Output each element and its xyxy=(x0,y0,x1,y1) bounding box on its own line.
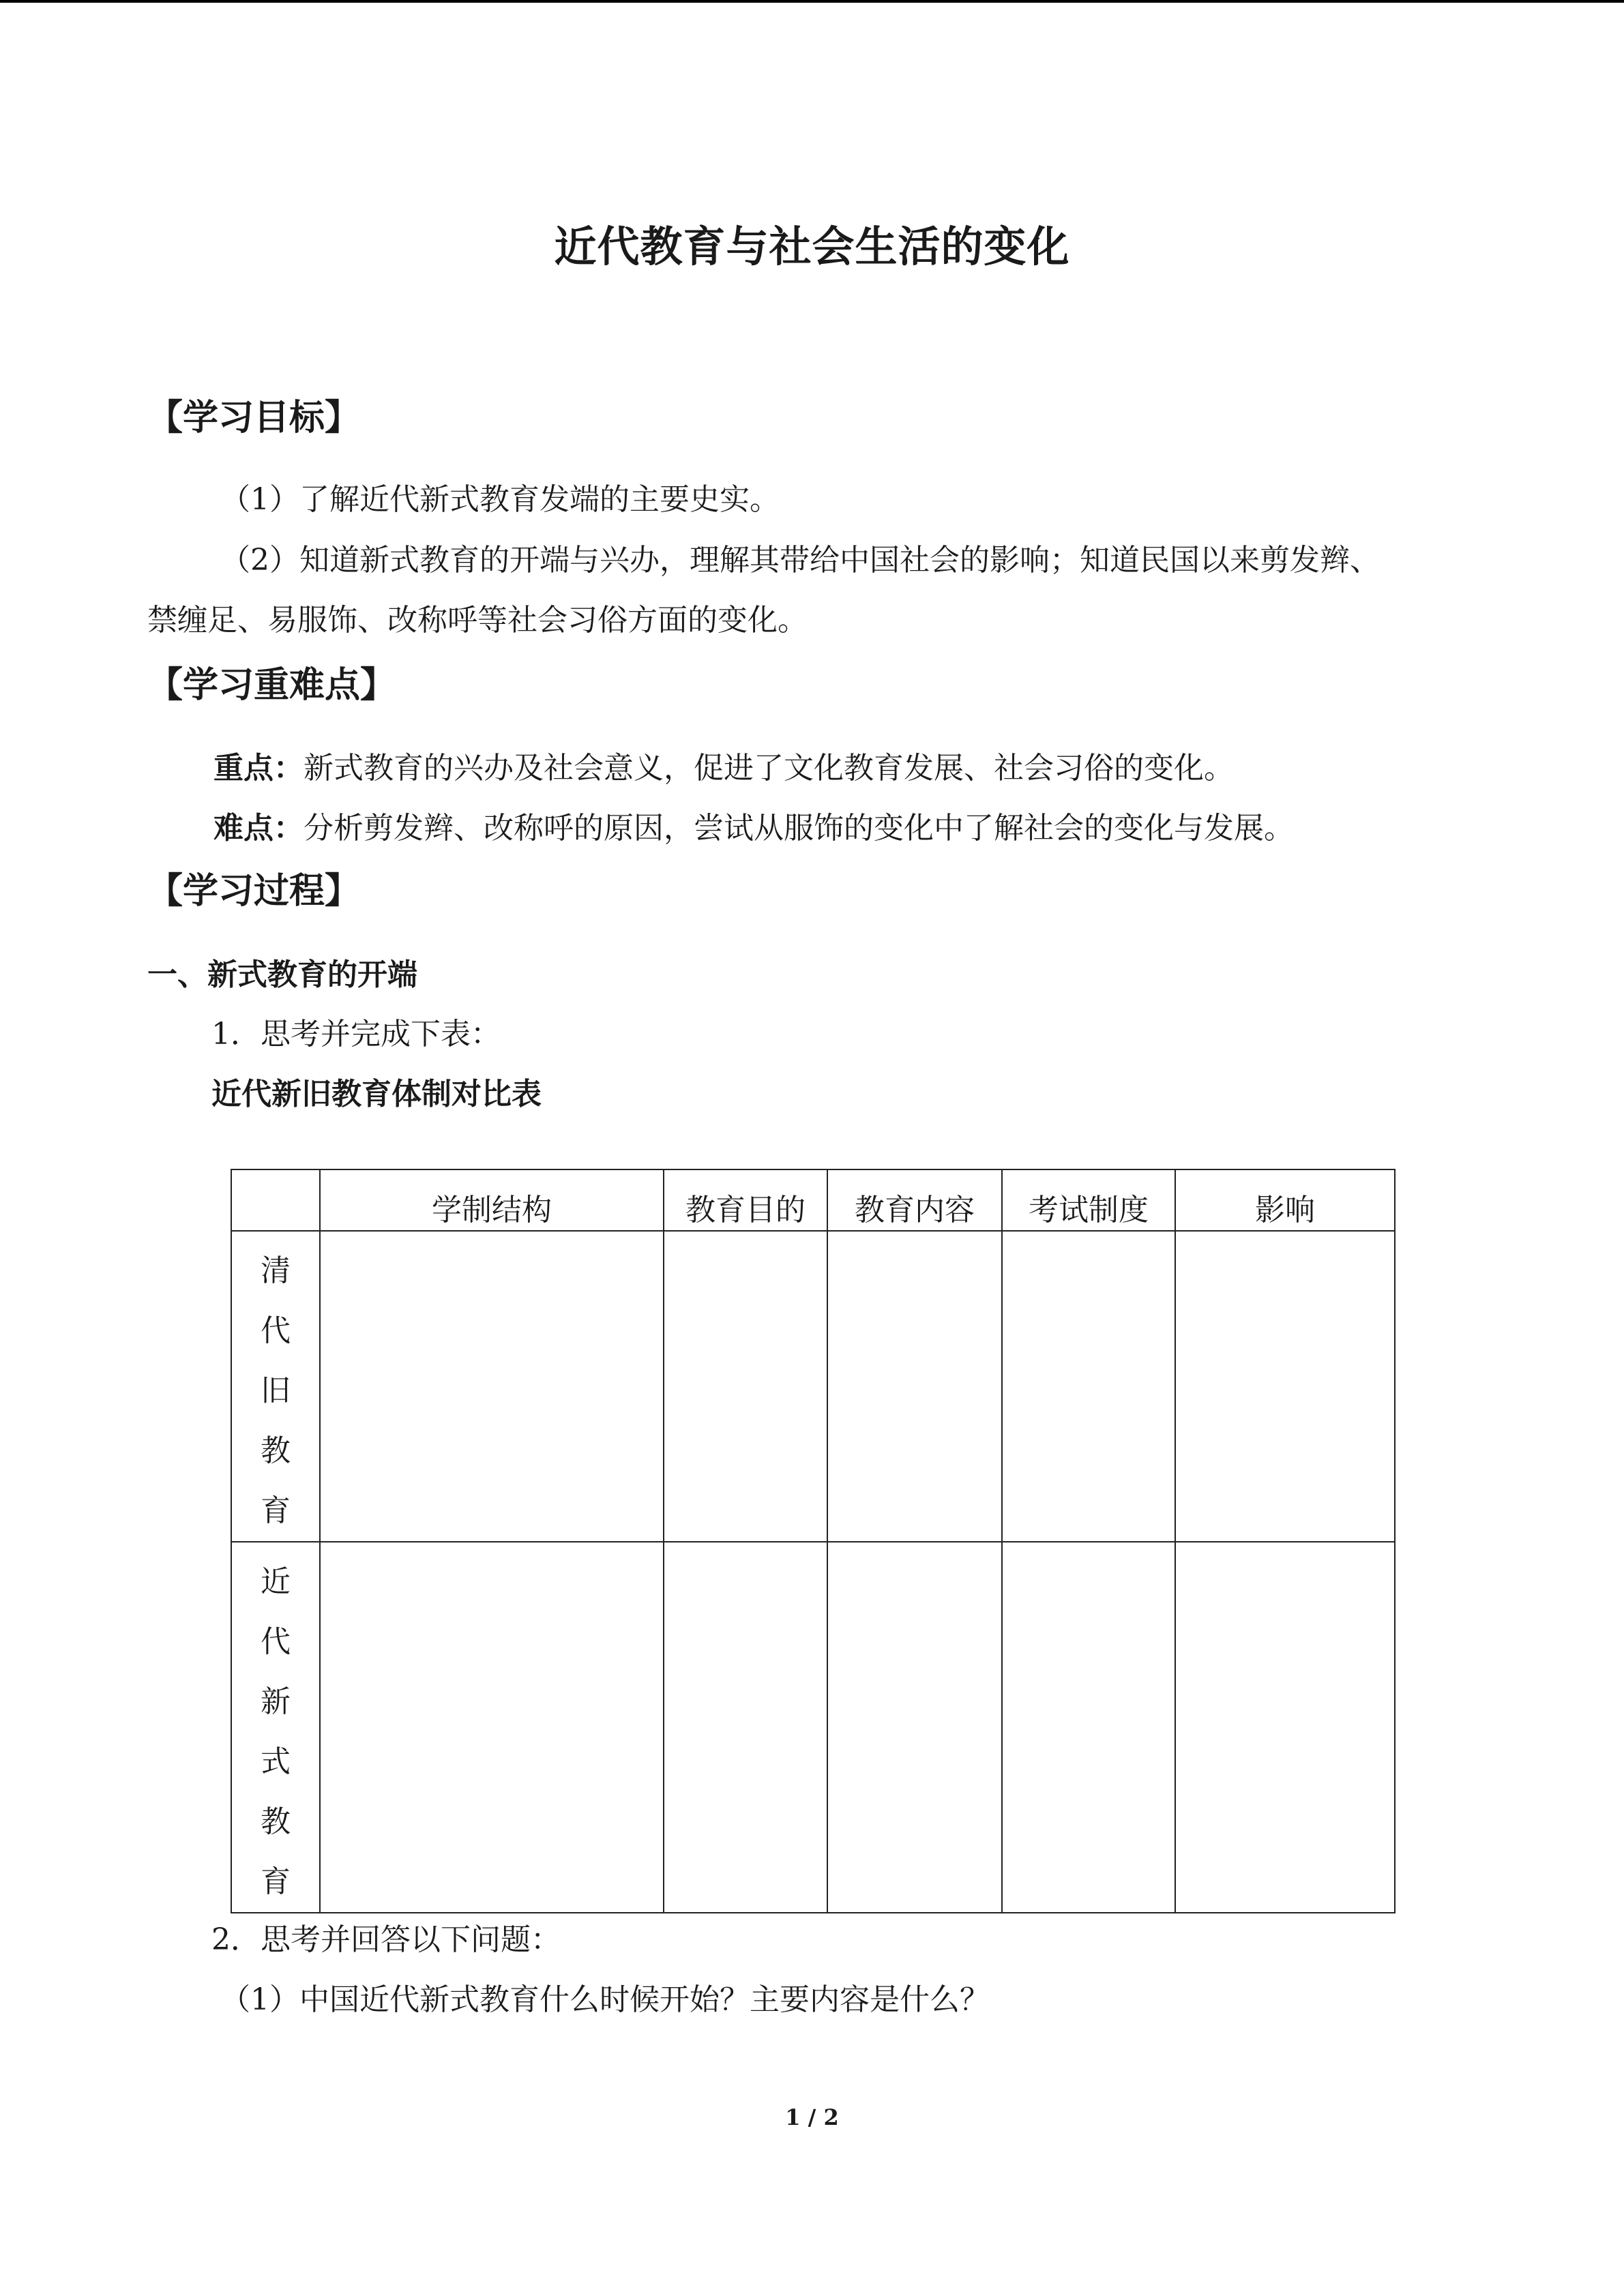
table-header-cell: 教育目的 xyxy=(664,1169,827,1231)
table-header-cell: 考试制度 xyxy=(1002,1169,1175,1231)
goal-2-line-1: （2）知道新式教育的开端与兴办，理解其带给中国社会的影响；知道民国以来剪发辫、 xyxy=(220,543,1380,578)
goal-2-line-2: 禁缠足、易服饰、改称呼等社会习俗方面的变化。 xyxy=(147,603,808,638)
page-top-border xyxy=(0,0,1624,3)
process-heading: 【学习过程】 xyxy=(147,871,361,912)
difficulty-label: 难点： xyxy=(213,811,304,846)
table-caption: 近代新旧教育体制对比表 xyxy=(211,1077,542,1112)
table-row xyxy=(231,1542,1395,1913)
task-2: 2．思考并回答以下问题： xyxy=(211,1922,561,1957)
table-cell xyxy=(1175,1231,1395,1542)
key-point-text: 新式教育的兴办及社会意义，促进了文化教育发展、社会习俗的变化。 xyxy=(304,751,1234,786)
table-cell xyxy=(1002,1231,1175,1542)
key-points-heading: 【学习重难点】 xyxy=(147,665,396,706)
goal-1: （1）了解近代新式教育发端的主要史实。 xyxy=(220,482,780,517)
difficulty-line xyxy=(213,803,1294,847)
row-label-new-education: 近 代 新 式 教 育 xyxy=(231,1542,320,1913)
table-cell xyxy=(1002,1542,1175,1913)
part-1-heading: 一、新式教育的开端 xyxy=(147,957,417,992)
page-title: 近代教育与社会生活的变化 xyxy=(554,222,1070,271)
row-label-old-education: 清 代 旧 教 育 xyxy=(231,1231,320,1542)
key-point-line xyxy=(213,743,1234,787)
comparison-table xyxy=(231,1169,1396,1913)
table-header-cell xyxy=(231,1169,320,1231)
table-header-cell: 影响 xyxy=(1175,1169,1395,1231)
table-header-cell: 教育内容 xyxy=(827,1169,1002,1231)
key-point-label: 重点： xyxy=(213,751,304,786)
table-cell xyxy=(1175,1542,1395,1913)
table-header-row xyxy=(231,1169,1395,1231)
task-1: 1．思考并完成下表： xyxy=(211,1017,501,1052)
table-header-cell: 学制结构 xyxy=(320,1169,664,1231)
table-row xyxy=(231,1231,1395,1542)
question-1: （1）中国近代新式教育什么时候开始？主要内容是什么？ xyxy=(220,1982,990,2017)
table-cell xyxy=(827,1542,1002,1913)
goals-heading: 【学习目标】 xyxy=(147,398,361,438)
table-cell xyxy=(320,1231,664,1542)
table-cell xyxy=(664,1231,827,1542)
table-cell xyxy=(664,1542,827,1913)
table-cell xyxy=(827,1231,1002,1542)
page-number: 1 / 2 xyxy=(785,2104,839,2130)
difficulty-text: 分析剪发辫、改称呼的原因，尝试从服饰的变化中了解社会的变化与发展。 xyxy=(304,811,1294,846)
table-cell xyxy=(320,1542,664,1913)
